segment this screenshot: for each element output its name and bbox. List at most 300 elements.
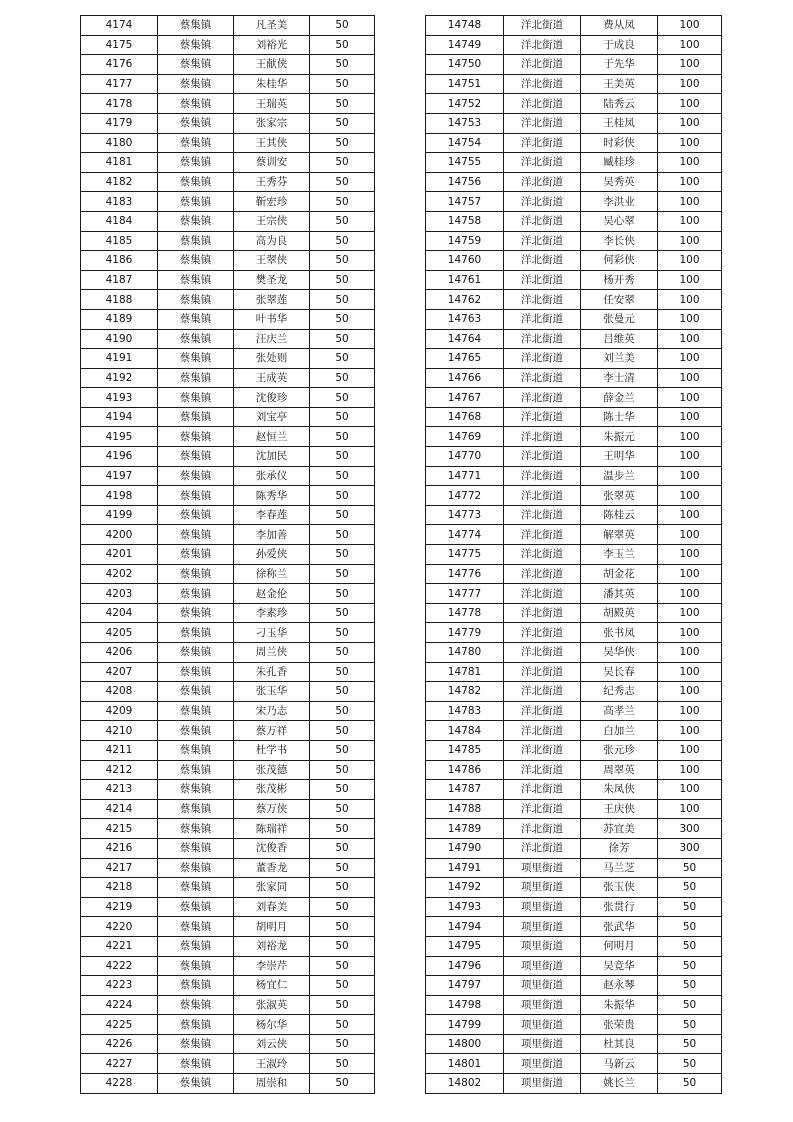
amount-cell: 50 <box>310 799 375 819</box>
amount-cell: 50 <box>310 760 375 780</box>
number-cell: 4222 <box>81 956 158 976</box>
town-cell: 蔡集镇 <box>158 780 234 800</box>
town-cell: 蔡集镇 <box>158 584 234 604</box>
amount-cell: 100 <box>658 133 722 153</box>
name-cell: 朱凤侠 <box>581 780 658 800</box>
town-cell: 洋北街道 <box>504 701 581 721</box>
amount-cell: 100 <box>658 447 722 467</box>
name-cell: 徐芳 <box>581 838 658 858</box>
left-table <box>80 15 375 1094</box>
name-cell: 李玉兰 <box>581 545 658 565</box>
name-cell: 叶书华 <box>234 309 310 329</box>
name-cell: 杨开秀 <box>581 270 658 290</box>
amount-cell: 50 <box>310 153 375 173</box>
number-cell: 14756 <box>426 172 504 192</box>
amount-cell: 50 <box>310 1015 375 1035</box>
number-cell: 4206 <box>81 643 158 663</box>
town-cell: 蔡集镇 <box>158 760 234 780</box>
town-cell: 蔡集镇 <box>158 721 234 741</box>
number-cell: 4177 <box>81 74 158 94</box>
table-row <box>426 662 722 682</box>
name-cell: 杨宜仁 <box>234 976 310 996</box>
name-cell: 姚长兰 <box>581 1074 658 1094</box>
number-cell: 14775 <box>426 545 504 565</box>
amount-cell: 50 <box>310 1054 375 1074</box>
town-cell: 洋北街道 <box>504 819 581 839</box>
number-cell: 4213 <box>81 780 158 800</box>
amount-cell: 50 <box>658 878 722 898</box>
name-cell: 解翠英 <box>581 525 658 545</box>
number-cell: 4214 <box>81 799 158 819</box>
town-cell: 项里街道 <box>504 1015 581 1035</box>
table-row <box>426 447 722 467</box>
town-cell: 蔡集镇 <box>158 55 234 75</box>
number-cell: 14759 <box>426 231 504 251</box>
table-row <box>426 290 722 310</box>
town-cell: 洋北街道 <box>504 407 581 427</box>
number-cell: 4200 <box>81 525 158 545</box>
town-cell: 蔡集镇 <box>158 349 234 369</box>
town-cell: 洋北街道 <box>504 427 581 447</box>
town-cell: 项里街道 <box>504 995 581 1015</box>
number-cell: 4179 <box>81 113 158 133</box>
table-row <box>426 1074 722 1094</box>
name-cell: 刁玉华 <box>234 623 310 643</box>
amount-cell: 100 <box>658 172 722 192</box>
town-cell: 项里街道 <box>504 1074 581 1094</box>
table-row <box>81 956 375 976</box>
amount-cell: 50 <box>310 682 375 702</box>
amount-cell: 50 <box>310 1074 375 1094</box>
town-cell: 洋北街道 <box>504 211 581 231</box>
name-cell: 高孝兰 <box>581 701 658 721</box>
table-row <box>426 936 722 956</box>
amount-cell: 50 <box>658 1015 722 1035</box>
table-row <box>426 1034 722 1054</box>
amount-cell: 50 <box>310 956 375 976</box>
town-cell: 洋北街道 <box>504 35 581 55</box>
table-row <box>426 545 722 565</box>
town-cell: 洋北街道 <box>504 55 581 75</box>
amount-cell: 300 <box>658 838 722 858</box>
name-cell: 杜其良 <box>581 1034 658 1054</box>
name-cell: 温步兰 <box>581 466 658 486</box>
town-cell: 蔡集镇 <box>158 936 234 956</box>
number-cell: 14771 <box>426 466 504 486</box>
name-cell: 陈桂云 <box>581 505 658 525</box>
town-cell: 蔡集镇 <box>158 545 234 565</box>
town-cell: 蔡集镇 <box>158 35 234 55</box>
number-cell: 4174 <box>81 16 158 36</box>
amount-cell: 50 <box>658 1054 722 1074</box>
name-cell: 吕维英 <box>581 329 658 349</box>
town-cell: 蔡集镇 <box>158 1054 234 1074</box>
table-row <box>426 956 722 976</box>
amount-cell: 50 <box>310 486 375 506</box>
number-cell: 14785 <box>426 740 504 760</box>
number-cell: 4199 <box>81 505 158 525</box>
amount-cell: 100 <box>658 701 722 721</box>
town-cell: 蔡集镇 <box>158 192 234 212</box>
amount-cell: 50 <box>310 251 375 271</box>
table-row <box>426 525 722 545</box>
table-row <box>426 564 722 584</box>
town-cell: 蔡集镇 <box>158 995 234 1015</box>
table-row <box>81 643 375 663</box>
amount-cell: 50 <box>310 897 375 917</box>
town-cell: 蔡集镇 <box>158 976 234 996</box>
name-cell: 沈俊香 <box>234 838 310 858</box>
name-cell: 杜学书 <box>234 740 310 760</box>
town-cell: 蔡集镇 <box>158 94 234 114</box>
town-cell: 洋北街道 <box>504 113 581 133</box>
number-cell: 14755 <box>426 153 504 173</box>
number-cell: 14796 <box>426 956 504 976</box>
table-row <box>426 94 722 114</box>
number-cell: 4211 <box>81 740 158 760</box>
table-row <box>81 55 375 75</box>
town-cell: 蔡集镇 <box>158 525 234 545</box>
amount-cell: 50 <box>310 94 375 114</box>
amount-cell: 100 <box>658 545 722 565</box>
amount-cell: 50 <box>310 74 375 94</box>
amount-cell: 50 <box>310 388 375 408</box>
number-cell: 4194 <box>81 407 158 427</box>
number-cell: 14778 <box>426 603 504 623</box>
amount-cell: 50 <box>310 290 375 310</box>
name-cell: 马新云 <box>581 1054 658 1074</box>
table-row <box>426 35 722 55</box>
name-cell: 吴华侠 <box>581 643 658 663</box>
amount-cell: 100 <box>658 466 722 486</box>
name-cell: 张书凤 <box>581 623 658 643</box>
table-row <box>81 564 375 584</box>
town-cell: 蔡集镇 <box>158 701 234 721</box>
table-row <box>426 682 722 702</box>
table-row <box>426 388 722 408</box>
amount-cell: 100 <box>658 780 722 800</box>
town-cell: 洋北街道 <box>504 192 581 212</box>
name-cell: 马兰芝 <box>581 858 658 878</box>
amount-cell: 50 <box>310 643 375 663</box>
name-cell: 潘其英 <box>581 584 658 604</box>
amount-cell: 100 <box>658 525 722 545</box>
name-cell: 沈俊珍 <box>234 388 310 408</box>
town-cell: 洋北街道 <box>504 153 581 173</box>
town-cell: 洋北街道 <box>504 270 581 290</box>
amount-cell: 100 <box>658 643 722 663</box>
town-cell: 洋北街道 <box>504 603 581 623</box>
town-cell: 项里街道 <box>504 976 581 996</box>
town-cell: 蔡集镇 <box>158 643 234 663</box>
amount-cell: 100 <box>658 153 722 173</box>
table-row <box>426 211 722 231</box>
town-cell: 洋北街道 <box>504 525 581 545</box>
town-cell: 蔡集镇 <box>158 682 234 702</box>
table-row <box>81 819 375 839</box>
amount-cell: 100 <box>658 192 722 212</box>
amount-cell: 50 <box>658 936 722 956</box>
number-cell: 4219 <box>81 897 158 917</box>
name-cell: 李春莲 <box>234 505 310 525</box>
amount-cell: 50 <box>310 603 375 623</box>
number-cell: 4197 <box>81 466 158 486</box>
table-row <box>426 74 722 94</box>
number-cell: 14758 <box>426 211 504 231</box>
number-cell: 4202 <box>81 564 158 584</box>
name-cell: 刘裕光 <box>234 35 310 55</box>
town-cell: 蔡集镇 <box>158 956 234 976</box>
town-cell: 蔡集镇 <box>158 368 234 388</box>
town-cell: 蔡集镇 <box>158 623 234 643</box>
number-cell: 4180 <box>81 133 158 153</box>
amount-cell: 100 <box>658 251 722 271</box>
number-cell: 4192 <box>81 368 158 388</box>
number-cell: 4181 <box>81 153 158 173</box>
table-row <box>81 94 375 114</box>
number-cell: 4195 <box>81 427 158 447</box>
amount-cell: 50 <box>310 545 375 565</box>
name-cell: 王庆侠 <box>581 799 658 819</box>
name-cell: 胡殿英 <box>581 603 658 623</box>
number-cell: 14772 <box>426 486 504 506</box>
town-cell: 蔡集镇 <box>158 113 234 133</box>
town-cell: 蔡集镇 <box>158 1074 234 1094</box>
town-cell: 蔡集镇 <box>158 564 234 584</box>
number-cell: 4207 <box>81 662 158 682</box>
town-cell: 蔡集镇 <box>158 603 234 623</box>
town-cell: 项里街道 <box>504 1034 581 1054</box>
number-cell: 14795 <box>426 936 504 956</box>
number-cell: 14792 <box>426 878 504 898</box>
name-cell: 李崇芹 <box>234 956 310 976</box>
number-cell: 14750 <box>426 55 504 75</box>
table-row <box>81 838 375 858</box>
town-cell: 洋北街道 <box>504 172 581 192</box>
amount-cell: 50 <box>310 564 375 584</box>
amount-cell: 100 <box>658 113 722 133</box>
name-cell: 宋乃志 <box>234 701 310 721</box>
number-cell: 4178 <box>81 94 158 114</box>
amount-cell: 50 <box>310 211 375 231</box>
table-row <box>426 55 722 75</box>
amount-cell: 50 <box>310 525 375 545</box>
amount-cell: 50 <box>310 662 375 682</box>
table-row <box>426 133 722 153</box>
town-cell: 洋北街道 <box>504 760 581 780</box>
number-cell: 14786 <box>426 760 504 780</box>
amount-cell: 100 <box>658 740 722 760</box>
amount-cell: 100 <box>658 270 722 290</box>
amount-cell: 50 <box>310 16 375 36</box>
amount-cell: 50 <box>310 427 375 447</box>
number-cell: 4218 <box>81 878 158 898</box>
number-cell: 4210 <box>81 721 158 741</box>
number-cell: 14764 <box>426 329 504 349</box>
town-cell: 洋北街道 <box>504 564 581 584</box>
number-cell: 4198 <box>81 486 158 506</box>
town-cell: 洋北街道 <box>504 799 581 819</box>
table-row <box>81 525 375 545</box>
name-cell: 陈士华 <box>581 407 658 427</box>
amount-cell: 100 <box>658 623 722 643</box>
name-cell: 胡明月 <box>234 917 310 937</box>
table-row <box>81 1034 375 1054</box>
town-cell: 蔡集镇 <box>158 270 234 290</box>
number-cell: 14774 <box>426 525 504 545</box>
table-row <box>426 819 722 839</box>
amount-cell: 50 <box>310 1034 375 1054</box>
table-row <box>426 976 722 996</box>
number-cell: 4217 <box>81 858 158 878</box>
amount-cell: 50 <box>310 113 375 133</box>
amount-cell: 100 <box>658 231 722 251</box>
town-cell: 蔡集镇 <box>158 662 234 682</box>
amount-cell: 50 <box>310 838 375 858</box>
amount-cell: 50 <box>310 936 375 956</box>
name-cell: 蔡训安 <box>234 153 310 173</box>
town-cell: 蔡集镇 <box>158 309 234 329</box>
name-cell: 何彩侠 <box>581 251 658 271</box>
name-cell: 凡圣美 <box>234 16 310 36</box>
amount-cell: 50 <box>310 35 375 55</box>
town-cell: 蔡集镇 <box>158 172 234 192</box>
town-cell: 项里街道 <box>504 936 581 956</box>
number-cell: 14782 <box>426 682 504 702</box>
table-row <box>81 721 375 741</box>
name-cell: 樊圣龙 <box>234 270 310 290</box>
table-row <box>81 192 375 212</box>
town-cell: 项里街道 <box>504 858 581 878</box>
amount-cell: 50 <box>310 858 375 878</box>
town-cell: 洋北街道 <box>504 290 581 310</box>
number-cell: 4188 <box>81 290 158 310</box>
table-row <box>81 153 375 173</box>
number-cell: 4201 <box>81 545 158 565</box>
number-cell: 14748 <box>426 16 504 36</box>
number-cell: 4193 <box>81 388 158 408</box>
name-cell: 王桂凤 <box>581 113 658 133</box>
table-row <box>81 1054 375 1074</box>
town-cell: 洋北街道 <box>504 545 581 565</box>
number-cell: 14776 <box>426 564 504 584</box>
table-row <box>426 740 722 760</box>
number-cell: 14794 <box>426 917 504 937</box>
table-row <box>81 35 375 55</box>
town-cell: 项里街道 <box>504 897 581 917</box>
name-cell: 朱桂华 <box>234 74 310 94</box>
town-cell: 洋北街道 <box>504 368 581 388</box>
town-cell: 洋北街道 <box>504 838 581 858</box>
name-cell: 刘春美 <box>234 897 310 917</box>
table-row <box>81 113 375 133</box>
town-cell: 蔡集镇 <box>158 211 234 231</box>
town-cell: 蔡集镇 <box>158 897 234 917</box>
number-cell: 4220 <box>81 917 158 937</box>
town-cell: 蔡集镇 <box>158 799 234 819</box>
number-cell: 14780 <box>426 643 504 663</box>
table-row <box>426 349 722 369</box>
amount-cell: 50 <box>310 701 375 721</box>
amount-cell: 50 <box>310 368 375 388</box>
town-cell: 蔡集镇 <box>158 466 234 486</box>
town-cell: 洋北街道 <box>504 349 581 369</box>
name-cell: 白加兰 <box>581 721 658 741</box>
town-cell: 蔡集镇 <box>158 447 234 467</box>
name-cell: 吴心翠 <box>581 211 658 231</box>
town-cell: 蔡集镇 <box>158 251 234 271</box>
table-row <box>81 897 375 917</box>
table-row <box>81 309 375 329</box>
name-cell: 张处则 <box>234 349 310 369</box>
amount-cell: 50 <box>310 780 375 800</box>
town-cell: 洋北街道 <box>504 643 581 663</box>
name-cell: 张玉华 <box>234 682 310 702</box>
table-row <box>81 662 375 682</box>
amount-cell: 50 <box>310 466 375 486</box>
table-row <box>81 917 375 937</box>
number-cell: 4209 <box>81 701 158 721</box>
name-cell: 张元珍 <box>581 740 658 760</box>
number-cell: 4191 <box>81 349 158 369</box>
town-cell: 蔡集镇 <box>158 1034 234 1054</box>
name-cell: 王淑玲 <box>234 1054 310 1074</box>
amount-cell: 100 <box>658 55 722 75</box>
table-row <box>81 16 375 36</box>
table-row <box>426 643 722 663</box>
name-cell: 胡金花 <box>581 564 658 584</box>
name-cell: 王秀芬 <box>234 172 310 192</box>
number-cell: 14791 <box>426 858 504 878</box>
name-cell: 张茂德 <box>234 760 310 780</box>
number-cell: 14757 <box>426 192 504 212</box>
name-cell: 张承仪 <box>234 466 310 486</box>
amount-cell: 50 <box>310 976 375 996</box>
table-row <box>81 447 375 467</box>
number-cell: 4228 <box>81 1074 158 1094</box>
table-row <box>81 701 375 721</box>
name-cell: 周崇和 <box>234 1074 310 1094</box>
left-table-body <box>81 16 375 1094</box>
name-cell: 于先华 <box>581 55 658 75</box>
town-cell: 洋北街道 <box>504 388 581 408</box>
town-cell: 洋北街道 <box>504 584 581 604</box>
amount-cell: 100 <box>658 799 722 819</box>
name-cell: 张翠英 <box>581 486 658 506</box>
town-cell: 蔡集镇 <box>158 486 234 506</box>
amount-cell: 50 <box>310 133 375 153</box>
table-row <box>81 505 375 525</box>
name-cell: 高为良 <box>234 231 310 251</box>
number-cell: 14753 <box>426 113 504 133</box>
amount-cell: 100 <box>658 211 722 231</box>
amount-cell: 100 <box>658 721 722 741</box>
name-cell: 于成良 <box>581 35 658 55</box>
number-cell: 4187 <box>81 270 158 290</box>
table-row <box>426 623 722 643</box>
table-row <box>426 799 722 819</box>
town-cell: 蔡集镇 <box>158 1015 234 1035</box>
amount-cell: 50 <box>658 976 722 996</box>
amount-cell: 50 <box>310 740 375 760</box>
number-cell: 14762 <box>426 290 504 310</box>
table-row <box>81 329 375 349</box>
name-cell: 张贯行 <box>581 897 658 917</box>
town-cell: 洋北街道 <box>504 94 581 114</box>
table-row <box>81 251 375 271</box>
amount-cell: 50 <box>658 1074 722 1094</box>
name-cell: 张茂彬 <box>234 780 310 800</box>
